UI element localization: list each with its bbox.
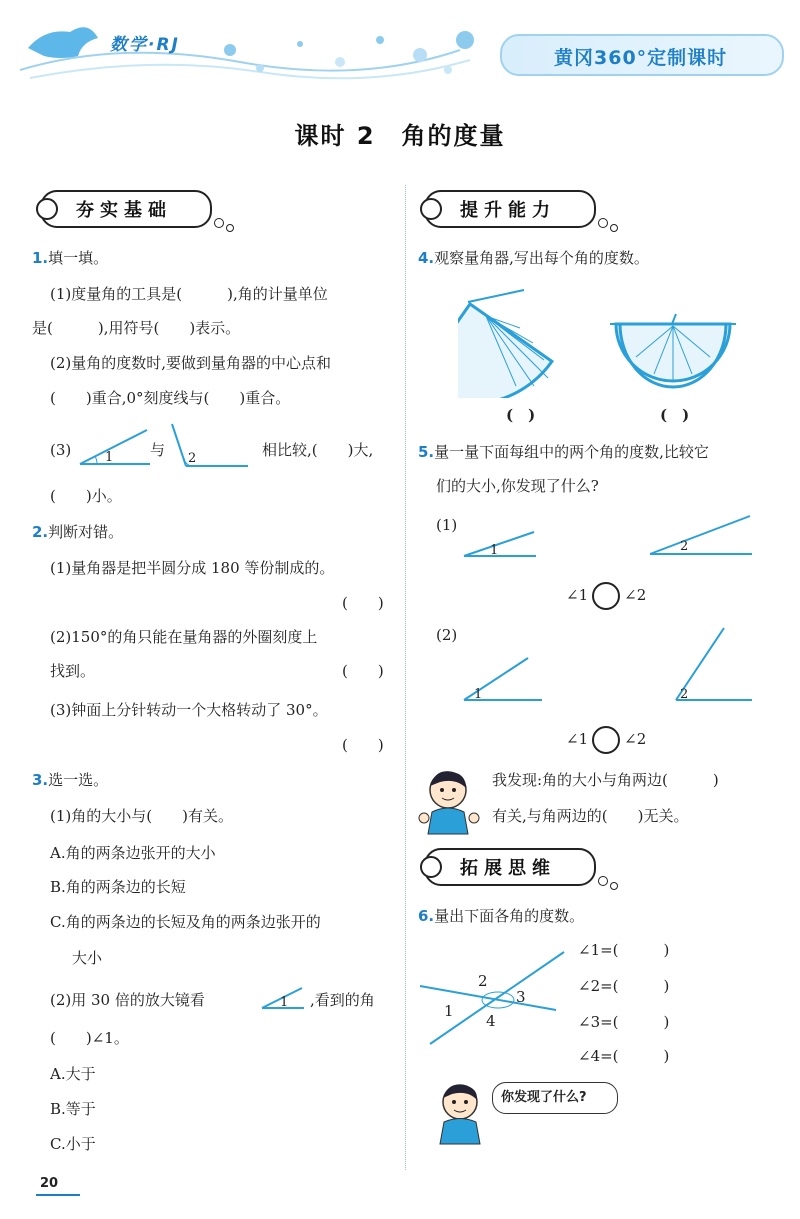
boy-icon xyxy=(430,1080,494,1146)
q3-option-c1: C.角的两条边的长短及角的两条边张开的 xyxy=(50,913,321,931)
q1-title: 1.填一填。 xyxy=(32,249,109,267)
q3-line2b: ,看到的角 xyxy=(310,991,375,1009)
q5-find-line2: 有关,与角两边的( )无关。 xyxy=(492,807,689,825)
lesson-title: 课时 2 角的度量 xyxy=(294,122,506,150)
q2-line3: 找到。 xyxy=(50,662,96,680)
speech-bubble xyxy=(492,1082,618,1114)
q5-compare2: ∠1 ∠2 xyxy=(566,726,646,754)
q5-compare1: ∠1 ∠2 xyxy=(566,582,646,610)
q4-protractor-2 xyxy=(606,312,738,392)
q3-choice-a: A.大于 xyxy=(50,1065,96,1083)
q5-g2-angle2 xyxy=(672,624,758,706)
q5-g1-a1-label: 1 xyxy=(490,543,499,558)
q1-line5b: 与 xyxy=(150,441,166,459)
q2-line4: (3)钟面上分针转动一个大格转动了 30°。 xyxy=(50,701,328,719)
boy-icon xyxy=(416,766,482,836)
q1-line3: (2)量角的度数时,要做到量角器的中心点和 xyxy=(50,354,332,372)
q1-angle2-figure xyxy=(168,420,252,472)
q3-line3: ( )∠1。 xyxy=(50,1029,129,1047)
series-label: 黄冈360°定制课时 xyxy=(554,47,728,69)
q4-answer-1: ( ) xyxy=(506,406,536,424)
q2-paren2: ( ) xyxy=(342,662,384,680)
q3-option-a: A.角的两条边张开的大小 xyxy=(50,844,216,862)
q3-choice-c: C.小于 xyxy=(50,1135,96,1153)
q5-g2-angle1 xyxy=(460,654,546,706)
q5-g2-a2-label: 2 xyxy=(680,687,689,702)
speech-bubble-text: 你发现了什么? xyxy=(501,1090,587,1105)
q5-g1-angle1 xyxy=(460,528,540,562)
q3-angle-label: 1 xyxy=(280,995,289,1010)
section-basic xyxy=(40,190,212,228)
q1-angle1-figure xyxy=(75,424,155,468)
q5-g1-angle2 xyxy=(646,512,756,558)
section-basic-label: 夯实基础 xyxy=(76,200,172,221)
q6-label-3: 3 xyxy=(516,988,526,1006)
section-improve xyxy=(424,190,596,228)
q1-line4: ( )重合,0°刻度线与( )重合。 xyxy=(50,389,291,407)
q2-line2: (2)150°的角只能在量角器的外圈刻度上 xyxy=(50,628,318,646)
q6-label-4: 4 xyxy=(486,1012,496,1030)
compare-circle xyxy=(592,726,620,754)
q5-g2-a1-label: 1 xyxy=(474,687,483,702)
q6-label-2: 2 xyxy=(478,972,488,990)
q6-label-1: 1 xyxy=(444,1002,454,1020)
q6-answer-3: ∠3=( ) xyxy=(578,1013,670,1031)
q4-answer-2: ( ) xyxy=(660,406,690,424)
dot-icon xyxy=(598,218,608,228)
section-improve-label: 提升能力 xyxy=(460,200,556,221)
q4-protractor-1 xyxy=(458,288,578,398)
q6-answer-4: ∠4=( ) xyxy=(578,1047,670,1065)
subject-label: 数学·RJ xyxy=(110,35,180,55)
q3-option-b: B.角的两条边的长短 xyxy=(50,878,186,896)
bird-icon xyxy=(28,27,98,58)
q1-angle2-label: 2 xyxy=(188,451,197,466)
section-extend-label: 拓展思维 xyxy=(460,858,556,879)
q3-line1: (1)角的大小与( )有关。 xyxy=(50,807,233,825)
ring-icon xyxy=(420,856,442,878)
dot-icon xyxy=(226,224,234,232)
q3-option-c2: 大小 xyxy=(72,949,103,967)
q3-title: 3.选一选。 xyxy=(32,771,109,789)
q2-paren1: ( ) xyxy=(342,594,384,612)
q6-answer-2: ∠2=( ) xyxy=(578,977,670,995)
dot-icon xyxy=(610,882,618,890)
q6-title: 6.量出下面各角的度数。 xyxy=(418,907,585,925)
q5-group2-label: (2) xyxy=(436,626,458,644)
q5-line2: 们的大小,你发现了什么? xyxy=(436,477,599,495)
ring-icon xyxy=(36,198,58,220)
q2-title: 2.判断对错。 xyxy=(32,523,124,541)
q3-choice-b: B.等于 xyxy=(50,1100,96,1118)
q5-line1: 5.量一量下面每组中的两个角的度数,比较它 xyxy=(418,443,709,461)
section-extend xyxy=(424,848,596,886)
page-number: 20 xyxy=(40,1176,59,1191)
q2-line1: (1)量角器是把半圆分成 180 等份制成的。 xyxy=(50,559,335,577)
compare-circle xyxy=(592,582,620,610)
dot-icon xyxy=(214,218,224,228)
q3-line2a: (2)用 30 倍的放大镜看 xyxy=(50,991,205,1009)
q6-answer-1: ∠1=( ) xyxy=(578,941,670,959)
q1-line2: 是( ),用符号( )表示。 xyxy=(32,319,241,337)
q1-line5a: (3) xyxy=(50,441,72,459)
q2-paren3: ( ) xyxy=(342,736,384,754)
q3-angle-figure xyxy=(258,984,308,1014)
q1-line6: ( )小。 xyxy=(50,487,122,505)
q1-line1: (1)度量角的工具是( ),角的计量单位 xyxy=(50,285,328,303)
page-number-underline xyxy=(36,1194,80,1196)
column-divider xyxy=(405,185,406,1170)
q1-line5c: 相比较,( )大, xyxy=(262,441,374,459)
q5-group1-label: (1) xyxy=(436,516,458,534)
q6-intersecting-lines xyxy=(416,940,566,1050)
ring-icon xyxy=(420,198,442,220)
q4-title: 4.观察量角器,写出每个角的度数。 xyxy=(418,249,649,267)
q1-angle1-label: 1 xyxy=(105,450,114,465)
dot-icon xyxy=(610,224,618,232)
q5-find-line1: 我发现:角的大小与角两边( ) xyxy=(492,771,719,789)
dot-icon xyxy=(598,876,608,886)
q5-g1-a2-label: 2 xyxy=(680,539,689,554)
series-badge xyxy=(500,34,784,76)
